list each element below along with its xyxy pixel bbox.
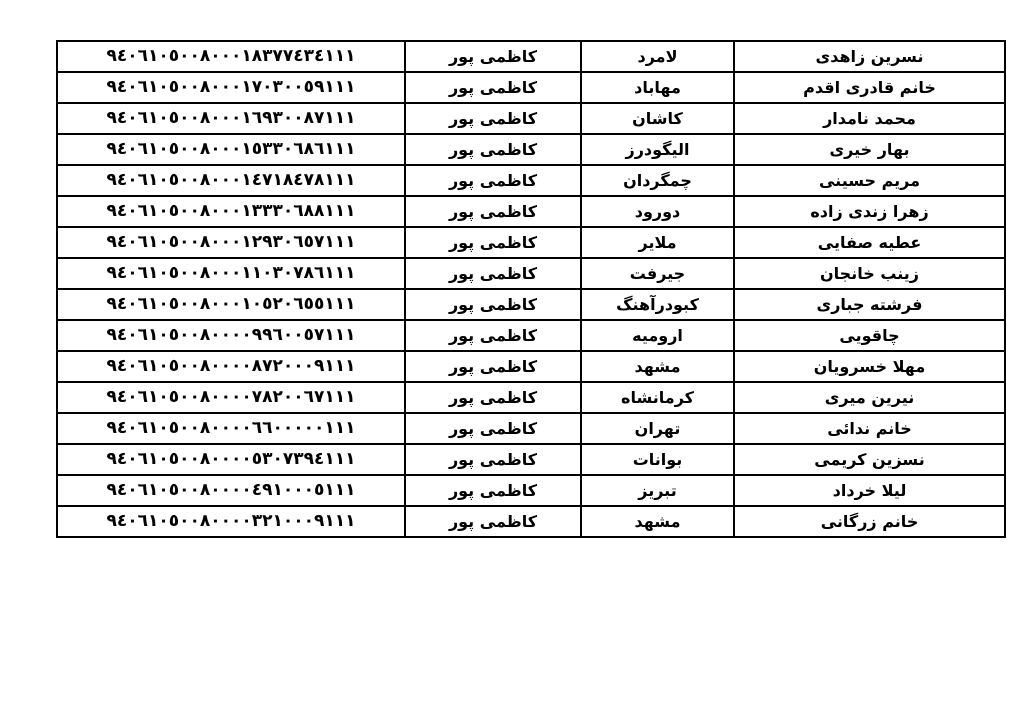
account-number-cell: ۹٤٠٦١٠٥٠٠٨٠٠٠٠٥٣٠٧٣٩٤١١١ bbox=[57, 444, 405, 475]
table-row bbox=[57, 165, 1005, 196]
table-row bbox=[57, 227, 1005, 258]
account-number-cell: ۹٤٠٦١٠٥٠٠٨٠٠٠٠٨٧٢٠٠٠٩١١١ bbox=[57, 351, 405, 382]
account-number-cell: ۹٤٠٦١٠٥٠٠٨٠٠٠٠٧٨٢٠٠٦٧١١١ bbox=[57, 382, 405, 413]
family-name-cell: کاظمی پور bbox=[405, 72, 581, 103]
city-cell: مهاباد bbox=[581, 72, 734, 103]
person-name-cell: نیرین میری bbox=[734, 382, 1005, 413]
city-cell: کاشان bbox=[581, 103, 734, 134]
city-cell: مشهد bbox=[581, 506, 734, 537]
account-number-cell: ۹٤٠٦١٠٥٠٠٨٠٠٠١٢٩٣٠٦٥٧١١١ bbox=[57, 227, 405, 258]
family-name-cell: کاظمی پور bbox=[405, 227, 581, 258]
person-name-cell: نسرین زاهدی bbox=[734, 41, 1005, 72]
family-name-cell: کاظمی پور bbox=[405, 258, 581, 289]
account-number-cell: ۹٤٠٦١٠٥٠٠٨٠٠٠١٨٣٧٧٤٣٤١١١ bbox=[57, 41, 405, 72]
family-name-cell: کاظمی پور bbox=[405, 103, 581, 134]
table-row bbox=[57, 103, 1005, 134]
city-cell: مشهد bbox=[581, 351, 734, 382]
family-name-cell: کاظمی پور bbox=[405, 351, 581, 382]
city-cell: دورود bbox=[581, 196, 734, 227]
city-cell: لامرد bbox=[581, 41, 734, 72]
person-name-cell: فرشته جباری bbox=[734, 289, 1005, 320]
family-name-cell: کاظمی پور bbox=[405, 444, 581, 475]
table-row bbox=[57, 289, 1005, 320]
table-row bbox=[57, 382, 1005, 413]
person-name-cell: بهار خیری bbox=[734, 134, 1005, 165]
person-name-cell: زینب خانجان bbox=[734, 258, 1005, 289]
table-row bbox=[57, 72, 1005, 103]
city-cell: ارومیه bbox=[581, 320, 734, 351]
account-number-cell: ۹٤٠٦١٠٥٠٠٨٠٠٠٠٤٩١٠٠٠٥١١١ bbox=[57, 475, 405, 506]
account-number-cell: ۹٤٠٦١٠٥٠٠٨٠٠٠١١٠٣٠٧٨٦١١١ bbox=[57, 258, 405, 289]
city-cell: ملایر bbox=[581, 227, 734, 258]
family-name-cell: کاظمی پور bbox=[405, 165, 581, 196]
family-name-cell: کاظمی پور bbox=[405, 134, 581, 165]
person-name-cell: خانم ندائی bbox=[734, 413, 1005, 444]
table-row bbox=[57, 506, 1005, 537]
city-cell: کرمانشاه bbox=[581, 382, 734, 413]
city-cell: تهران bbox=[581, 413, 734, 444]
table-row bbox=[57, 258, 1005, 289]
family-name-cell: کاظمی پور bbox=[405, 41, 581, 72]
family-name-cell: کاظمی پور bbox=[405, 196, 581, 227]
family-name-cell: کاظمی پور bbox=[405, 475, 581, 506]
table-body bbox=[57, 41, 1005, 537]
account-number-cell: ۹٤٠٦١٠٥٠٠٨٠٠٠٠٦٦٠٠٠٠٠١١١ bbox=[57, 413, 405, 444]
account-number-cell: ۹٤٠٦١٠٥٠٠٨٠٠٠١٤٧١٨٤٧٨١١١ bbox=[57, 165, 405, 196]
person-name-cell: زهرا زندی زاده bbox=[734, 196, 1005, 227]
account-number-cell: ۹٤٠٦١٠٥٠٠٨٠٠٠١٣٣٣٠٦٨٨١١١ bbox=[57, 196, 405, 227]
person-name-cell: چاقویی bbox=[734, 320, 1005, 351]
table-row bbox=[57, 134, 1005, 165]
city-cell: چمگردان bbox=[581, 165, 734, 196]
person-name-cell: لیلا خرداد bbox=[734, 475, 1005, 506]
city-cell: کبودرآهنگ bbox=[581, 289, 734, 320]
table-row bbox=[57, 351, 1005, 382]
person-name-cell: عطیه صفایی bbox=[734, 227, 1005, 258]
family-name-cell: کاظمی پور bbox=[405, 382, 581, 413]
document-page bbox=[56, 40, 990, 538]
person-name-cell: خانم زرگانی bbox=[734, 506, 1005, 537]
family-name-cell: کاظمی پور bbox=[405, 320, 581, 351]
table-row bbox=[57, 444, 1005, 475]
city-cell: تبریز bbox=[581, 475, 734, 506]
table-row bbox=[57, 413, 1005, 444]
family-name-cell: کاظمی پور bbox=[405, 413, 581, 444]
table-row bbox=[57, 320, 1005, 351]
person-name-cell: مهلا خسرویان bbox=[734, 351, 1005, 382]
person-name-cell: محمد نامدار bbox=[734, 103, 1005, 134]
city-cell: بوانات bbox=[581, 444, 734, 475]
family-name-cell: کاظمی پور bbox=[405, 506, 581, 537]
table-row bbox=[57, 196, 1005, 227]
account-number-cell: ۹٤٠٦١٠٥٠٠٨٠٠٠١٦٩٣٠٠٨٧١١١ bbox=[57, 103, 405, 134]
account-number-cell: ۹٤٠٦١٠٥٠٠٨٠٠٠١٠٥٢٠٦٥٥١١١ bbox=[57, 289, 405, 320]
person-name-cell: خانم قادری اقدم bbox=[734, 72, 1005, 103]
person-name-cell: مریم حسینی bbox=[734, 165, 1005, 196]
city-cell: جیرفت bbox=[581, 258, 734, 289]
city-cell: الیگودرز bbox=[581, 134, 734, 165]
recipients-table bbox=[56, 40, 1006, 538]
account-number-cell: ۹٤٠٦١٠٥٠٠٨٠٠٠١٥٣٣٠٦٨٦١١١ bbox=[57, 134, 405, 165]
family-name-cell: کاظمی پور bbox=[405, 289, 581, 320]
table-row bbox=[57, 475, 1005, 506]
account-number-cell: ۹٤٠٦١٠٥٠٠٨٠٠٠٠٩٩٦٠٠٥٧١١١ bbox=[57, 320, 405, 351]
table-row bbox=[57, 41, 1005, 72]
person-name-cell: نسزین کریمی bbox=[734, 444, 1005, 475]
account-number-cell: ۹٤٠٦١٠٥٠٠٨٠٠٠١٧٠٣٠٠٥٩١١١ bbox=[57, 72, 405, 103]
account-number-cell: ۹٤٠٦١٠٥٠٠٨٠٠٠٠٣٢١٠٠٠٩١١١ bbox=[57, 506, 405, 537]
